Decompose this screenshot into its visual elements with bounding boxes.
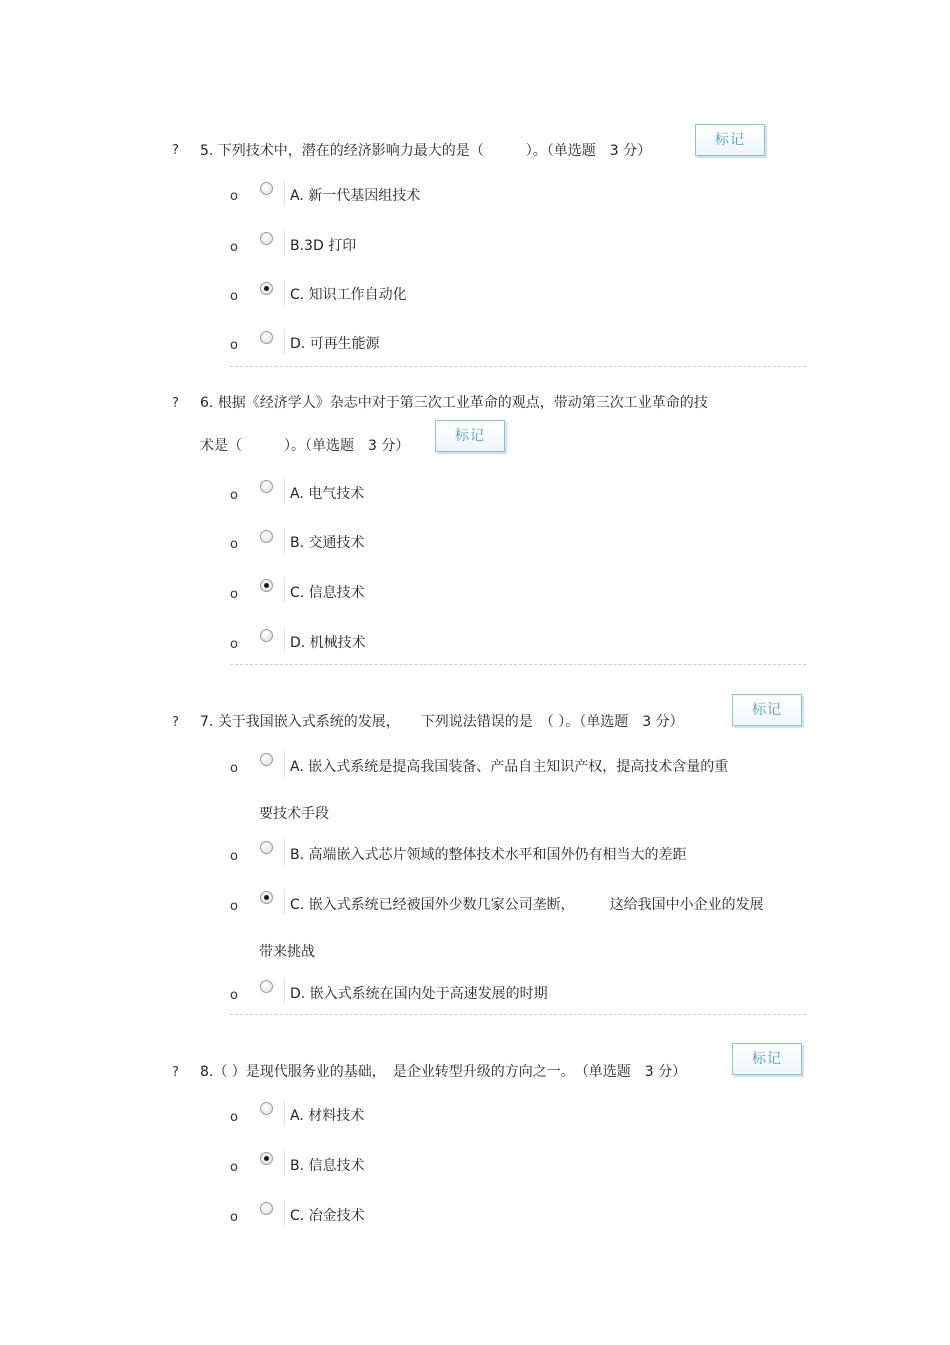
radio-frame <box>284 839 285 865</box>
option-bullet: o <box>230 761 238 776</box>
radio-frame <box>284 1150 285 1176</box>
radio-frame <box>284 751 285 777</box>
option-text: D. 可再生能源 <box>290 336 380 352</box>
radio-button-d[interactable] <box>260 980 273 993</box>
option-bullet: o <box>230 189 238 204</box>
question-marker: ? <box>172 396 179 411</box>
radio-frame <box>284 329 285 355</box>
option-bullet: o <box>230 1210 238 1225</box>
question-text: 8.（ ）是现代服务业的基础， 是企业转型升级的方向之一。 （单选题 3 分） <box>200 1064 687 1080</box>
radio-frame <box>284 1100 285 1126</box>
radio-frame <box>284 1200 285 1226</box>
option-text: D. 嵌入式系统在国内处于高速发展的时期 <box>290 986 548 1002</box>
radio-frame <box>284 528 285 554</box>
option-bullet: o <box>230 899 238 914</box>
radio-frame <box>284 978 285 1004</box>
divider <box>230 664 806 665</box>
option-text: C. 信息技术 <box>290 585 365 601</box>
option-text: A. 嵌入式系统是提高我国装备、产品自主知识产权，提高技术含量的重 <box>290 759 729 775</box>
question-marker: ? <box>172 143 179 158</box>
option-text: C. 冶金技术 <box>290 1208 365 1224</box>
option-text: C. 知识工作自动化 <box>290 287 407 303</box>
option-text: B.3D 打印 <box>290 238 357 254</box>
option-bullet: o <box>230 488 238 503</box>
radio-button-b[interactable] <box>260 530 273 543</box>
option-bullet: o <box>230 1110 238 1125</box>
divider <box>230 1014 806 1015</box>
question-text: 6. 根据《经济学人》杂志中对于第三次工业革命的观点，带动第三次工业革命的技 <box>200 395 708 411</box>
option-text-continued: 带来挑战 <box>259 944 315 960</box>
radio-button-d[interactable] <box>260 331 273 344</box>
option-bullet: o <box>230 849 238 864</box>
option-bullet: o <box>230 240 238 255</box>
radio-frame <box>284 627 285 653</box>
option-text: B. 信息技术 <box>290 1158 365 1174</box>
option-text: A. 新一代基因组技术 <box>290 188 421 204</box>
option-text: B. 高端嵌入式芯片领域的整体技术水平和国外仍有相当大的差距 <box>290 847 687 863</box>
question-marker: ? <box>172 715 179 730</box>
mark-button[interactable]: 标记 <box>435 420 505 452</box>
mark-button[interactable]: 标记 <box>732 694 802 726</box>
option-text: D. 机械技术 <box>290 635 366 651</box>
radio-button-c-selected[interactable] <box>260 282 273 295</box>
radio-frame <box>284 889 285 915</box>
question-marker: ? <box>172 1065 179 1080</box>
radio-button-c[interactable] <box>260 1202 273 1215</box>
option-bullet: o <box>230 988 238 1003</box>
radio-frame <box>284 478 285 504</box>
option-text: A. 材料技术 <box>290 1108 365 1124</box>
option-text-continued: 要技术手段 <box>259 806 329 822</box>
mark-button[interactable]: 标记 <box>695 124 765 156</box>
option-bullet: o <box>230 1160 238 1175</box>
radio-button-a[interactable] <box>260 1102 273 1115</box>
radio-button-a[interactable] <box>260 480 273 493</box>
option-bullet: o <box>230 637 238 652</box>
radio-button-d[interactable] <box>260 629 273 642</box>
question-text: 5. 下列技术中，潜在的经济影响力最大的是（ ）。（单选题 3 分） <box>200 143 652 159</box>
radio-button-b-selected[interactable] <box>260 1152 273 1165</box>
radio-button-a[interactable] <box>260 182 273 195</box>
radio-button-b[interactable] <box>260 232 273 245</box>
option-text: C. 嵌入式系统已经被国外少数几家公司垄断， 这给我国中小企业的发展 <box>290 897 764 913</box>
option-text: A. 电气技术 <box>290 486 365 502</box>
radio-button-a[interactable] <box>260 753 273 766</box>
mark-button[interactable]: 标记 <box>732 1043 802 1075</box>
radio-button-c-selected[interactable] <box>260 891 273 904</box>
radio-frame <box>284 230 285 256</box>
radio-frame <box>284 180 285 206</box>
radio-frame <box>284 280 285 306</box>
option-text: B. 交通技术 <box>290 535 365 551</box>
radio-frame <box>284 577 285 603</box>
question-text-continued: 术是（ ）。（单选题 3 分） <box>200 438 410 454</box>
option-bullet: o <box>230 338 238 353</box>
option-bullet: o <box>230 289 238 304</box>
option-bullet: o <box>230 587 238 602</box>
option-bullet: o <box>230 537 238 552</box>
radio-button-c-selected[interactable] <box>260 579 273 592</box>
question-text: 7. 关于我国嵌入式系统的发展， 下列说法错误的是 （ ）。（单选题 3 分） <box>200 714 684 730</box>
radio-button-b[interactable] <box>260 841 273 854</box>
divider <box>230 366 806 367</box>
